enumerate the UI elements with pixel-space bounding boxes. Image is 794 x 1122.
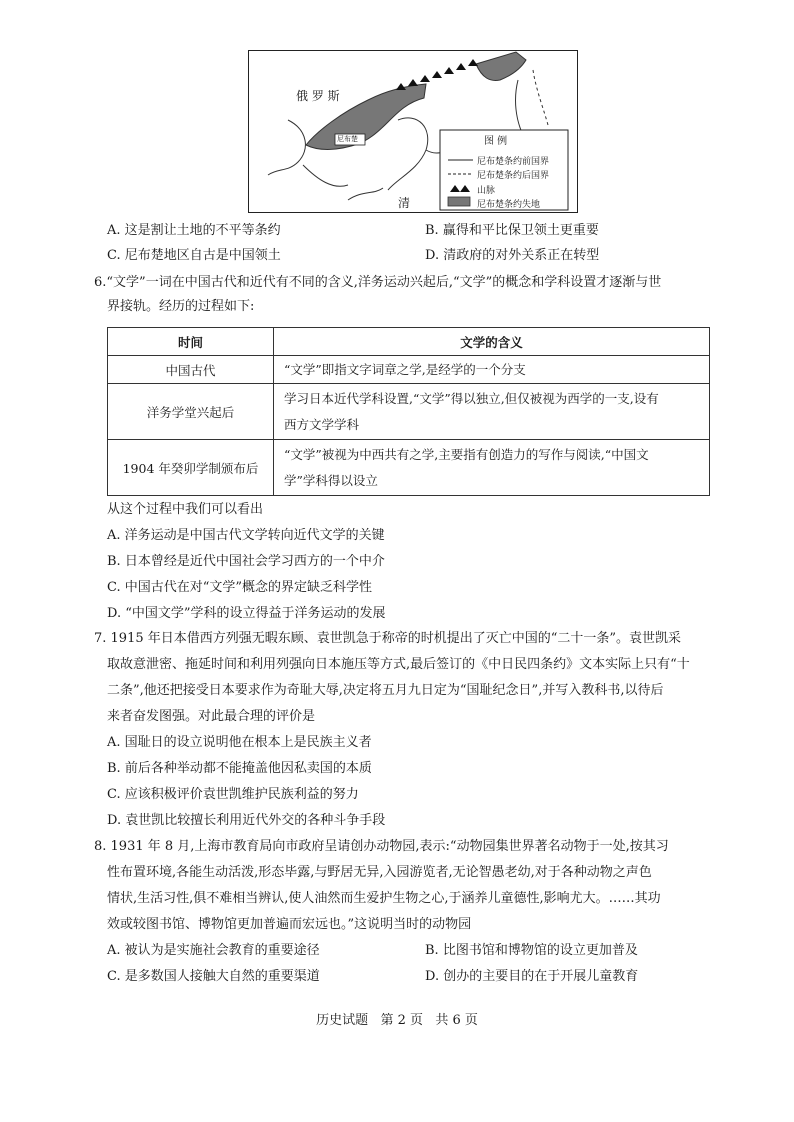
legend-item: 山脉 bbox=[477, 186, 496, 196]
q5-option-c: C. 尼布楚地区自古是中国领土 bbox=[107, 248, 281, 263]
q6-stem-end: 从这个过程中我们可以看出 bbox=[107, 502, 264, 517]
q7-option-b: B. 前后各种举动都不能掩盖他因私卖国的本质 bbox=[107, 761, 372, 776]
q8-stem-line: 8. 1931 年 8 月,上海市教育局向市政府呈请创办动物园,表示:“动物园集世界著名动物于一处,按其习 bbox=[94, 839, 669, 854]
q7-option-c: C. 应该积极评价袁世凯维护民族利益的努力 bbox=[107, 787, 359, 802]
legend-item: 尼布楚条约后国界 bbox=[477, 171, 550, 181]
q8-option-d: D. 创办的主要目的在于开展儿童教育 bbox=[425, 969, 639, 984]
treaty-map bbox=[248, 50, 578, 213]
table-header-time: 时间 bbox=[108, 328, 274, 356]
meaning-line: 学习日本近代学科设置,“文学”得以独立,但仅被视为西学的一支,设有 bbox=[284, 390, 659, 406]
table-cell-time: 洋务学堂兴起后 bbox=[108, 384, 274, 440]
q6-option-b: B. 日本曾经是近代中国社会学习西方的一个中介 bbox=[107, 554, 385, 569]
q7-stem-line: 7. 1915 年日本借西方列强无暇东顾、袁世凯急于称帝的时机提出了灭亡中国的“二十一条”。袁世凯采 bbox=[94, 631, 682, 646]
table-row bbox=[108, 384, 710, 440]
q7-stem-line: 二条”,他还把接受日本要求作为奇耻大辱,决定将五月九日定为“国耻纪念日”,并写入教科书,以待后 bbox=[107, 683, 664, 698]
q6-option-d: D. “中国文学”学科的设立得益于洋务运动的发展 bbox=[107, 606, 386, 621]
q8-stem-line: 性布置环境,各能生动活泼,形态毕露,与野居无异,入园游览者,无论智愚老幼,对于各种动物之声色 bbox=[107, 865, 652, 880]
literature-meaning-table bbox=[107, 327, 710, 496]
q6-option-c: C. 中国古代在对“文学”概念的界定缺乏科学性 bbox=[107, 580, 373, 595]
legend-item: 尼布楚条约前国界 bbox=[477, 157, 550, 167]
q8-option-a: A. 被认为是实施社会教育的重要途径 bbox=[107, 943, 320, 958]
meaning-line: 学”学科得以设立 bbox=[284, 472, 378, 488]
q6-option-a: A. 洋务运动是中国古代文学转向近代文学的关键 bbox=[107, 528, 385, 543]
q7-option-a: A. 国耻日的设立说明他在根本上是民族主义者 bbox=[107, 735, 372, 750]
q8-stem-line: 效或较图书馆、博物馆更加普遍而宏远也。”这说明当时的动物园 bbox=[107, 917, 472, 932]
q7-stem-line: 来者奋发图强。对此最合理的评价是 bbox=[107, 709, 316, 724]
meaning-line: 西方文学学科 bbox=[284, 416, 360, 432]
table-cell-time: 中国古代 bbox=[108, 356, 274, 384]
map-label-qing: 清 bbox=[398, 196, 411, 210]
legend-item: 尼布楚条约失地 bbox=[477, 200, 541, 210]
table-header-meaning: 文学的含义 bbox=[274, 328, 710, 356]
table-header-row bbox=[108, 328, 710, 356]
table-row bbox=[108, 356, 710, 384]
meaning-line: “文学”即指文字词章之学,是经学的一个分支 bbox=[284, 361, 526, 377]
q5-option-d: D. 清政府的对外关系正在转型 bbox=[425, 248, 600, 263]
table-cell-meaning bbox=[274, 384, 710, 440]
q6-stem-line-1: 6.“文学”一词在中国古代和近代有不同的含义,洋务运动兴起后,“文学”的概念和学科设置才逐渐与世 bbox=[94, 275, 662, 290]
map-label-region: 尼布楚 bbox=[337, 135, 358, 143]
table-row bbox=[108, 440, 710, 496]
q7-stem-line: 取故意泄密、拖延时间和利用列强向日本施压等方式,最后签订的《中日民四条约》文本实际上只有“十 bbox=[107, 657, 690, 672]
q8-option-c: C. 是多数国人接触大自然的重要渠道 bbox=[107, 969, 320, 984]
table-cell-meaning bbox=[274, 356, 710, 384]
table-cell-time: 1904 年癸卯学制颁布后 bbox=[108, 440, 274, 496]
q8-option-b: B. 比图书馆和博物馆的设立更加普及 bbox=[425, 943, 638, 958]
map-label-russia: 俄 罗 斯 bbox=[296, 89, 340, 103]
table-cell-meaning bbox=[274, 440, 710, 496]
map-svg bbox=[248, 50, 578, 213]
q8-stem-line: 情状,生活习性,俱不难相当辨认,使人油然而生爱护生物之心,于涵养儿童德性,影响尤大。……其功 bbox=[107, 891, 661, 906]
meaning-line: “文学”被视为中西共有之学,主要指有创造力的写作与阅读,“中国文 bbox=[284, 446, 649, 462]
q6-stem-line-2: 界接轨。经历的过程如下: bbox=[107, 299, 255, 314]
q5-option-b: B. 赢得和平比保卫领土更重要 bbox=[425, 223, 599, 238]
q5-option-a: A. 这是割让土地的不平等条约 bbox=[107, 223, 281, 238]
q7-option-d: D. 袁世凯比较擅长利用近代外交的各种斗争手段 bbox=[107, 813, 386, 828]
page-footer: 历史试题 第 2 页 共 6 页 bbox=[316, 1013, 478, 1028]
legend-title: 图 例 bbox=[484, 136, 508, 147]
